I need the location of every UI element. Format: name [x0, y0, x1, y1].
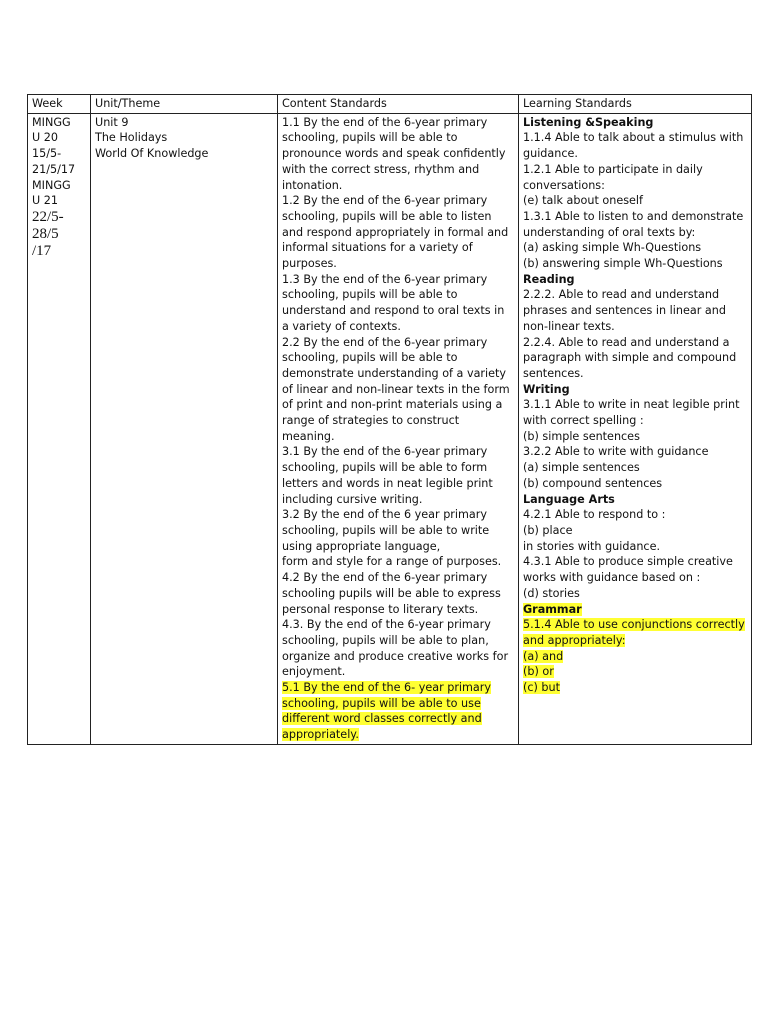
week-line: MINGG [32, 178, 71, 192]
week-line: MINGG [32, 115, 71, 129]
learning-item: (a) simple sentences [523, 461, 640, 475]
section-title-arts: Language Arts [523, 492, 615, 506]
content-standard: 1.2 By the end of the 6-year primary schooling, pupils will be able to listen and respond appropriately in formal and informal situations for a variety of purposes. [282, 194, 509, 271]
header-learning: Learning Standards [519, 95, 752, 114]
unit-cell [91, 113, 278, 744]
week-line: U 21 [32, 194, 58, 208]
learning-item: (b) simple sentences [523, 429, 640, 443]
content-standard-highlight: 5.1 By the end of the 6- year primary schooling, pupils will be able to use different word classes correctly and appropriately. [282, 681, 492, 742]
learning-item: (b) place [523, 523, 573, 537]
learning-item: 4.3.1 Able to produce simple creative works with guidance based on : [523, 555, 733, 585]
learning-item: 3.1.1 Able to write in neat legible print with correct spelling : [523, 398, 740, 428]
learning-item: (d) stories [523, 586, 580, 600]
content-standard: 3.1 By the end of the 6-year primary schooling, pupils will be able to form letters and words in neat legible print including cursive writing. [282, 445, 493, 506]
content-standard: 3.2 By the end of the 6 year primary schooling, pupils will be able to write using appropriate language, [282, 508, 490, 553]
unit-line: The Holidays [95, 131, 168, 145]
header-row [28, 95, 752, 114]
week-date: 22/5- [32, 208, 64, 225]
learning-item: 2.2.4. Able to read and understand a paragraph with simple and compound sentences. [523, 335, 737, 380]
week-line: U 20 [32, 131, 58, 145]
learning-item-highlight: (a) and [523, 649, 564, 663]
learning-item: 4.2.1 Able to respond to : [523, 508, 666, 522]
learning-item: (e) talk about oneself [523, 194, 643, 208]
content-standard: 2.2 By the end of the 6-year primary schooling, pupils will be able to demonstrate understanding of a variety of linear and non-linear texts in the form of print and non-print materials using a range of strategies to construct meaning. [282, 335, 510, 443]
header-content: Content Standards [278, 95, 519, 114]
header-unit: Unit/Theme [91, 95, 278, 114]
learning-cell [519, 113, 752, 744]
header-week: Week [28, 95, 91, 114]
table-row [28, 113, 752, 744]
section-title-writing: Writing [523, 382, 570, 396]
content-standard: 1.3 By the end of the 6-year primary schooling, pupils will be able to understand and respond to oral texts in a variety of contexts. [282, 272, 505, 333]
content-cell [278, 113, 519, 744]
section-title-reading: Reading [523, 272, 575, 286]
learning-item-highlight: (c) but [523, 681, 561, 695]
learning-item: 1.3.1 Able to listen to and demonstrate understanding of oral texts by: [523, 209, 744, 239]
learning-item: 2.2.2. Able to read and understand phrases and sentences in linear and non-linear texts. [523, 288, 726, 333]
learning-item: 1.1.4 Able to talk about a stimulus with guidance. [523, 131, 744, 161]
learning-item: (b) answering simple Wh-Questions [523, 257, 723, 271]
unit-line: Unit 9 [95, 115, 129, 129]
section-title-grammar: Grammar [523, 602, 582, 616]
learning-item-highlight: 5.1.4 Able to use conjunctions correctly and appropriately: [523, 618, 745, 647]
content-standard: form and style for a range of purposes. [282, 555, 502, 569]
week-cell [28, 113, 91, 744]
learning-item: (b) compound sentences [523, 476, 663, 490]
section-title-listening: Listening &Speaking [523, 115, 654, 129]
learning-item: 1.2.1 Able to participate in daily conversations: [523, 162, 703, 192]
learning-item-highlight: (b) or [523, 665, 554, 679]
content-standard: 4.3. By the end of the 6-year primary schooling, pupils will be able to plan, organize and produce creative works for enjoyment. [282, 618, 509, 679]
learning-item: in stories with guidance. [523, 539, 661, 553]
week-date: /17 [32, 242, 52, 259]
unit-line: World Of Knowledge [95, 147, 209, 161]
week-date: 28/5 [32, 225, 59, 242]
content-standard: 1.1 By the end of the 6-year primary schooling, pupils will be able to pronounce words and speak confidently with the correct stress, rhythm and intonation. [282, 115, 506, 192]
week-line: 21/5/17 [32, 162, 76, 176]
lesson-plan-table [27, 94, 752, 745]
learning-item: (a) asking simple Wh-Questions [523, 241, 702, 255]
content-standard: 4.2 By the end of the 6-year primary schooling pupils will be able to express personal response to literary texts. [282, 571, 501, 616]
week-line: 15/5- [32, 147, 62, 161]
learning-item: 3.2.2 Able to write with guidance [523, 445, 709, 459]
